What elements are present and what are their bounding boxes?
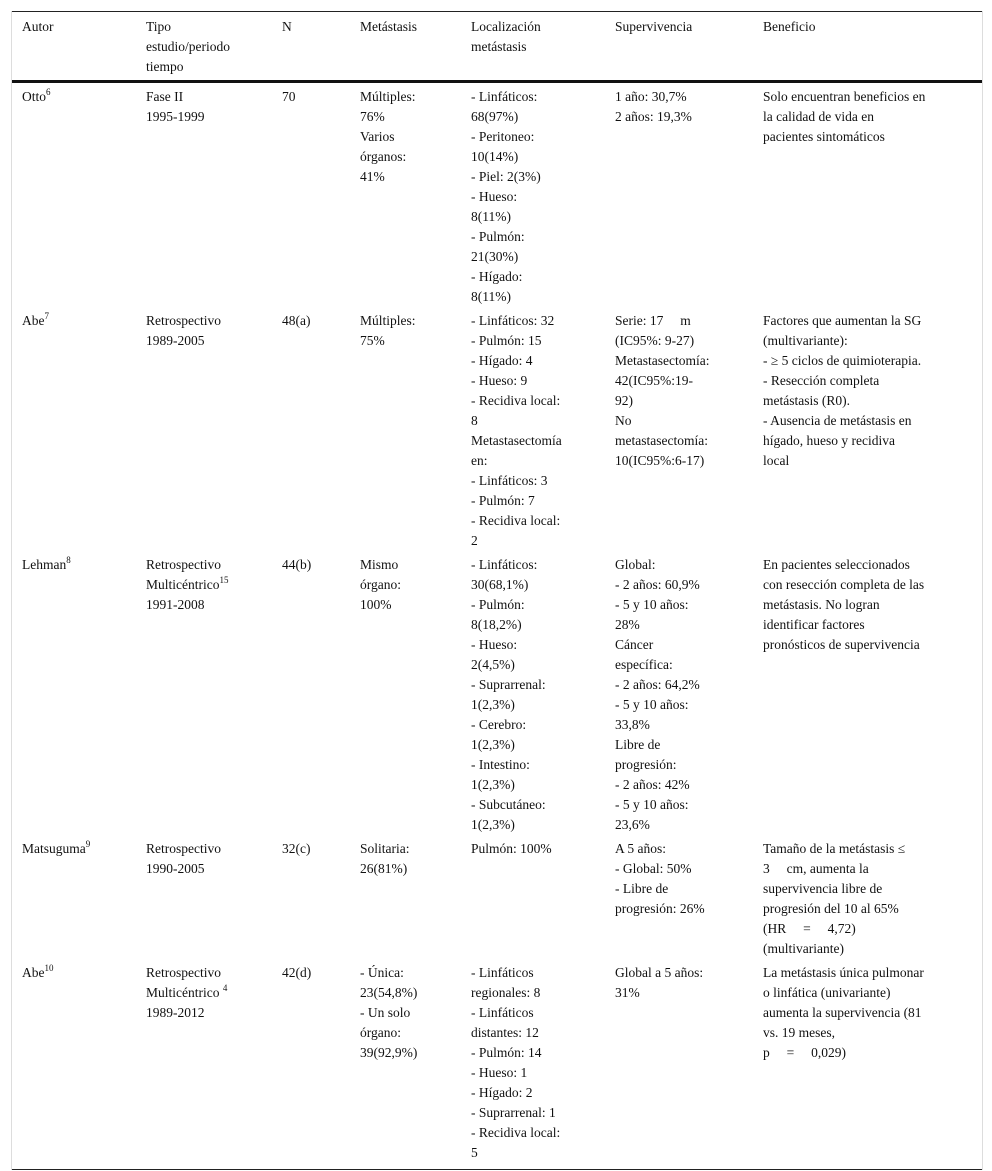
cell-localizacion: Pulmón: 100% (471, 841, 552, 856)
cell-beneficio: La metástasis única pulmonar o linfática (univariante) aumenta la supervivencia (81 vs. 19 meses, p = 0,029) (763, 965, 924, 1060)
cell-tipo (136, 307, 272, 551)
study-type: Retrospectivo 1990-2005 (146, 841, 221, 876)
author-name: Abe (22, 313, 45, 328)
header-supervivencia: Supervivencia (615, 19, 693, 34)
cell-localizacion: - Linfáticos: 32 - Pulmón: 15 - Hígado: 4 - Hueso: 9 - Recidiva local: 8 Metastasectomía en: - Linfáticos: 3 - Pulmón: 7 - Recidiva local: 2 (471, 313, 562, 548)
cell-autor (12, 307, 136, 551)
cell-localizacion: - Linfáticos: 30(68,1%) - Pulmón: 8(18,2%) - Hueso: 2(4,5%) - Suprarrenal: 1(2,3%) - Cerebro: 1(2,3%) - Intestino: 1(2,3%) - Subcutáneo: 1(2,3%) (471, 557, 546, 832)
author-name: Lehman (22, 557, 67, 572)
cell-metastasis: Múltiples: 75% (360, 313, 416, 348)
results-table-container (11, 11, 983, 1170)
cell-supervivencia: Global: - 2 años: 60,9% - 5 y 10 años: 28% Cáncer específica: - 2 años: 64,2% - 5 y 10 años: 33,8% Libre de progresión: - 2 años: 42% - 5 y 10 años: 23,6% (615, 557, 700, 832)
cell-metastasis: - Única: 23(54,8%) - Un solo órgano: 39(92,9%) (360, 965, 418, 1060)
cell-beneficio: Tamaño de la metástasis ≤ 3 cm, aumenta la supervivencia libre de progresión del 10 al 65% (HR = 4,72) (multivariante) (763, 841, 906, 956)
cell-tipo (136, 551, 272, 835)
author-reference: 6 (46, 87, 51, 97)
cell-autor (12, 82, 136, 308)
cell-tipo (136, 835, 272, 959)
cell-n: 48(a) (282, 313, 311, 328)
header-beneficio: Beneficio (763, 19, 816, 34)
study-reference: 15 (219, 575, 229, 585)
cell-metastasis: Múltiples: 76% Varios órganos: 41% (360, 89, 416, 184)
author-name: Otto (22, 89, 47, 104)
header-tipo: Tipo estudio/periodo tiempo (146, 19, 230, 74)
cell-autor (12, 551, 136, 835)
author-reference: 8 (66, 555, 71, 565)
table-row (12, 835, 982, 959)
cell-beneficio: Solo encuentran beneficios en la calidad de vida en pacientes sintomáticos (763, 89, 926, 144)
table-row (12, 959, 982, 1170)
table-row (12, 307, 982, 551)
table-row (12, 82, 982, 308)
header-metastasis: Metástasis (360, 19, 417, 34)
cell-supervivencia: 1 año: 30,7% 2 años: 19,3% (615, 89, 692, 124)
header-localizacion: Localización metástasis (471, 19, 541, 54)
author-reference: 9 (85, 839, 91, 849)
cell-autor (12, 835, 136, 959)
cell-tipo (136, 82, 272, 308)
header-n: N (282, 19, 292, 34)
study-period: 1991-2008 (146, 597, 205, 612)
author-name: Matsuguma (22, 841, 86, 856)
cell-localizacion: - Linfáticos: 68(97%) - Peritoneo: 10(14%) - Piel: 2(3%) - Hueso: 8(11%) - Pulmón: 21(30%) - Hígado: 8(11%) (471, 89, 541, 304)
study-type: Retrospectivo Multicéntrico (146, 965, 221, 1000)
cell-beneficio: En pacientes seleccionados con resección completa de las metástasis. No logran identificar factores pronósticos de supervivencia (763, 557, 925, 652)
header-autor: Autor (22, 19, 54, 34)
table-row (12, 551, 982, 835)
cell-n: 32(c) (282, 841, 311, 856)
cell-metastasis: Mismo órgano: 100% (360, 557, 401, 612)
study-reference: 4 (222, 983, 228, 993)
results-table (12, 11, 982, 1170)
cell-supervivencia: Global a 5 años: 31% (615, 965, 704, 1000)
cell-autor (12, 959, 136, 1170)
author-name: Abe (22, 965, 45, 980)
study-type: Fase II 1995-1999 (146, 89, 205, 124)
study-period: 1989-2012 (146, 1005, 205, 1020)
cell-n: 42(d) (282, 965, 312, 980)
cell-localizacion: - Linfáticos regionales: 8 - Linfáticos distantes: 12 - Pulmón: 14 - Hueso: 1 - Hígado: 2 - Suprarrenal: 1 - Recidiva local: 5 (471, 965, 561, 1160)
study-type: Retrospectivo 1989-2005 (146, 313, 221, 348)
header-row (12, 12, 982, 82)
cell-n: 44(b) (282, 557, 312, 572)
cell-metastasis: Solitaria: 26(81%) (360, 841, 410, 876)
cell-beneficio: Factores que aumentan la SG (multivariante): - ≥ 5 ciclos de quimioterapia. - Resección completa metástasis (R0). - Ausencia de metástasis en hígado, hueso y recidiva local (763, 313, 922, 468)
cell-supervivencia: Serie: 17 m (IC95%: 9-27) Metastasectomía: 42(IC95%:19- 92) No metastasectomía: 10(IC95%:6-17) (615, 313, 710, 468)
cell-n: 70 (282, 89, 296, 104)
author-reference: 10 (44, 963, 54, 973)
cell-tipo (136, 959, 272, 1170)
cell-supervivencia: A 5 años: - Global: 50% - Libre de progresión: 26% (615, 841, 705, 916)
author-reference: 7 (44, 311, 49, 321)
study-type: Retrospectivo Multicéntrico (146, 557, 221, 592)
